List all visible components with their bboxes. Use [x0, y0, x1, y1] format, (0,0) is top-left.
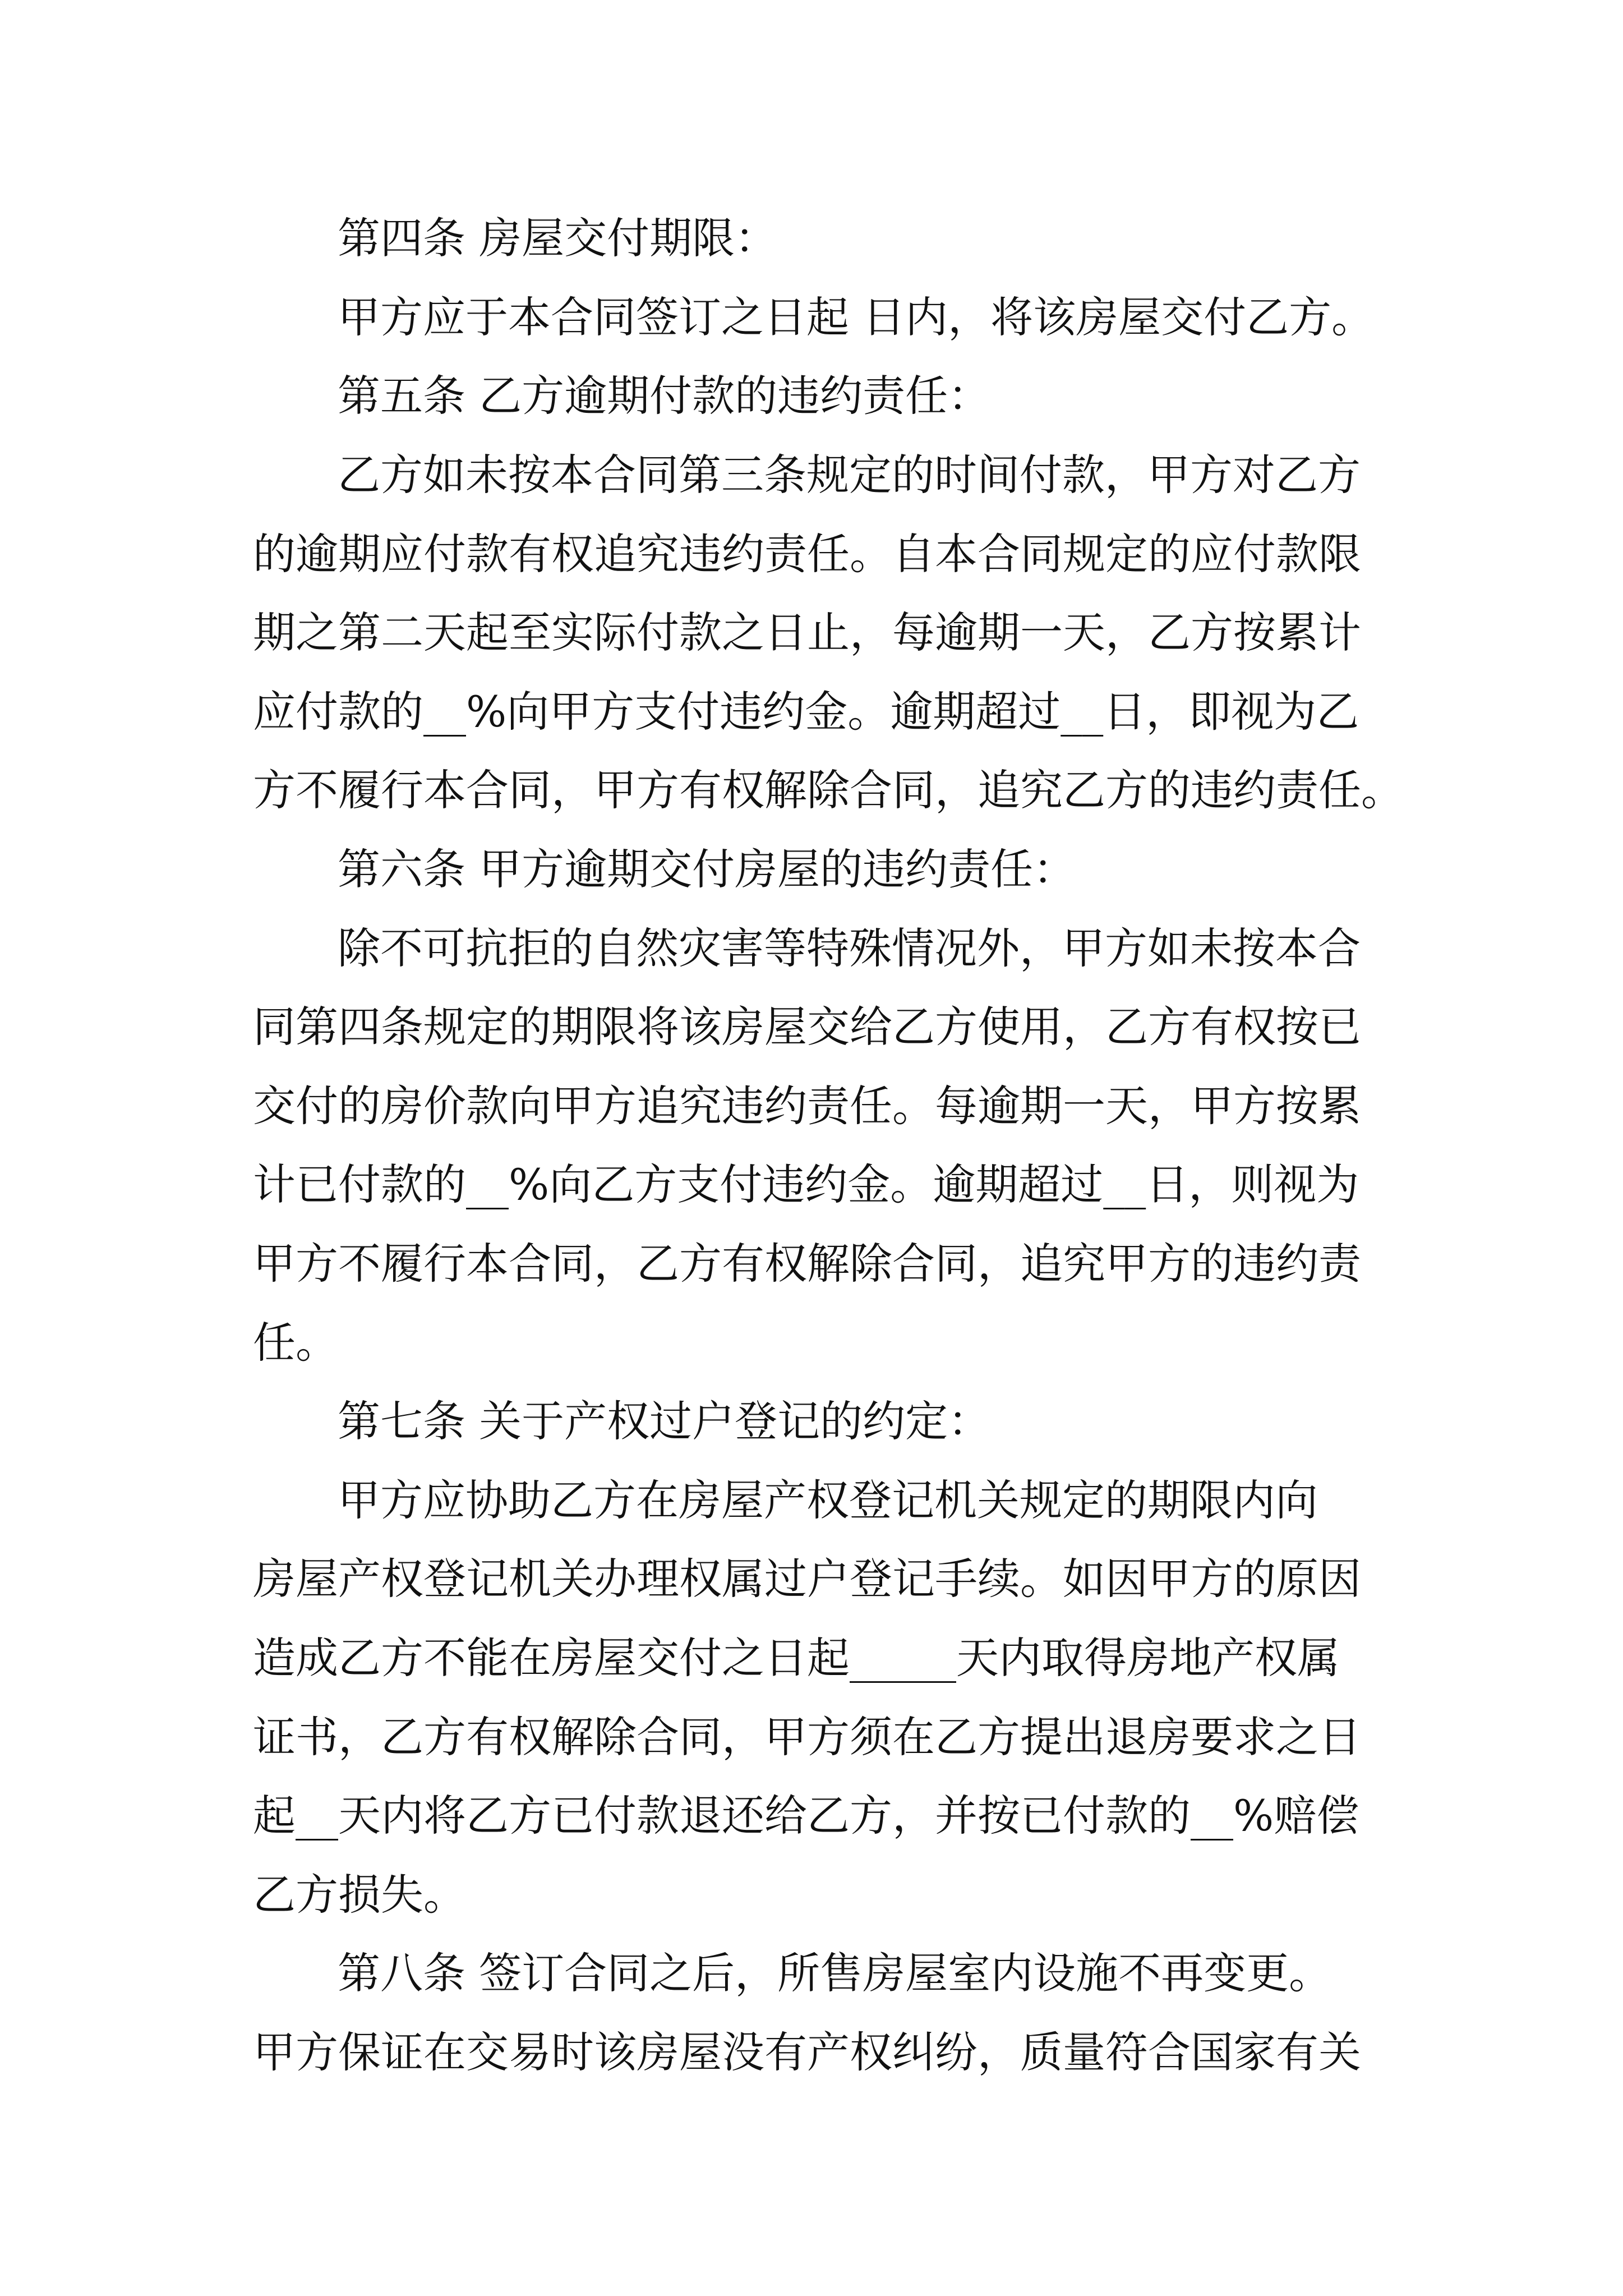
text-line-article-6-heading: 第六条 甲方逾期交付房屋的违约责任：	[338, 844, 1076, 894]
text-line-article-8-heading: 第八条 签订合同之后，所售房屋室内设施不再变更。	[338, 1948, 1332, 1998]
text-line: 造成乙方不能在房屋交付之日起_____天内取得房地产权属	[253, 1633, 1340, 1683]
text-line: 甲方应协助乙方在房屋产权登记机关规定的期限内向	[338, 1475, 1318, 1525]
text-line: 同第四条规定的期限将该房屋交给乙方使用，乙方有权按已	[253, 1002, 1361, 1052]
text-line: 计已付款的__%向乙方支付违约金。逾期超过__日，则视为	[253, 1159, 1359, 1209]
text-line: 甲方不履行本合同，乙方有权解除合同，追究甲方的违约责	[253, 1239, 1361, 1289]
text-line: 任。	[253, 1318, 338, 1368]
text-line: 除不可抗拒的自然灾害等特殊情况外，甲方如未按本合	[338, 923, 1361, 973]
text-line: 期之第二天起至实际付款之日止，每逾期一天，乙方按累计	[253, 608, 1361, 657]
text-line-article-4-heading: 第四条 房屋交付期限：	[338, 213, 778, 263]
text-line: 甲方应于本合同签订之日起 日内，将该房屋交付乙方。	[338, 292, 1375, 342]
text-line: 乙方损失。	[253, 1870, 466, 1920]
text-line-article-5-heading: 第五条 乙方逾期付款的违约责任：	[338, 371, 991, 421]
text-line: 起__天内将乙方已付款退还给乙方，并按已付款的__%赔偿	[253, 1791, 1359, 1841]
text-line: 房屋产权登记机关办理权属过户登记手续。如因甲方的原因	[253, 1554, 1361, 1604]
text-line: 甲方保证在交易时该房屋没有产权纠纷，质量符合国家有关	[253, 2027, 1361, 2077]
text-line: 乙方如未按本合同第三条规定的时间付款，甲方对乙方	[338, 450, 1361, 500]
text-line: 证书，乙方有权解除合同，甲方须在乙方提出退房要求之日	[253, 1712, 1361, 1762]
text-line: 方不履行本合同，甲方有权解除合同，追究乙方的违约责任。	[253, 765, 1404, 815]
text-line-article-7-heading: 第七条 关于产权过户登记的约定：	[338, 1396, 991, 1446]
text-line: 的逾期应付款有权追究违约责任。自本合同规定的应付款限	[253, 529, 1361, 579]
text-line: 应付款的__%向甲方支付违约金。逾期超过__日，即视为乙	[253, 687, 1359, 737]
text-line: 交付的房价款向甲方追究违约责任。每逾期一天，甲方按累	[253, 1081, 1361, 1131]
